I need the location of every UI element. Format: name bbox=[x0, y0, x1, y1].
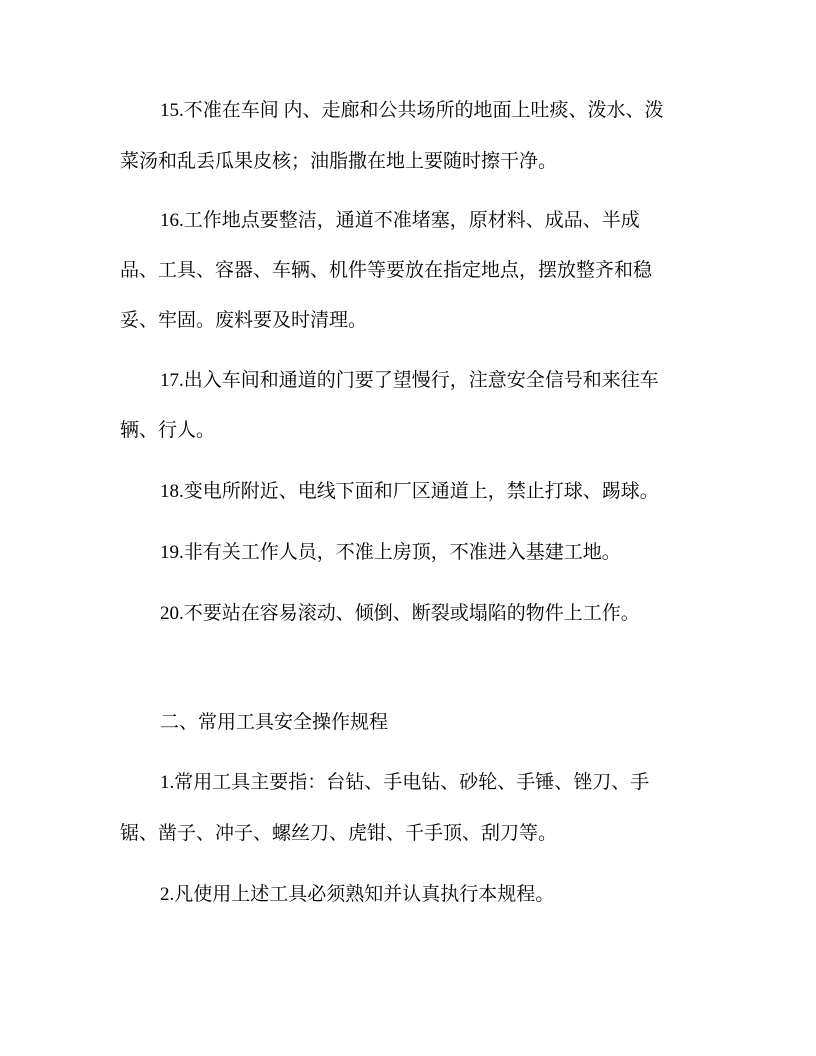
heading-text: 二、常用工具安全操作规程 bbox=[160, 712, 389, 733]
text-line: 2.凡使用上述工具必须熟知并认真执行本规程。 bbox=[160, 884, 555, 905]
text-line: 18.变电所附近、电线下面和厂区通道上，禁止打球、踢球。 bbox=[160, 481, 659, 502]
text-line: 辆、行人。 bbox=[120, 420, 216, 441]
text-line: 16.工作地点要整洁，通道不准堵塞，原材料、成品、半成 bbox=[160, 210, 640, 231]
text-line: 品、工具、容器、车辆、机件等要放在指定地点，摆放整齐和稳 bbox=[120, 260, 653, 281]
text-line: 20.不要站在容易滚动、倾倒、断裂或塌陷的物件上工作。 bbox=[160, 603, 640, 624]
text-line: 妥、牢固。废料要及时清理。 bbox=[120, 310, 368, 331]
text-line: 锯、凿子、冲子、螺丝刀、虎钳、千手顶、刮刀等。 bbox=[120, 823, 558, 844]
text-line: 15.不准在车间 内、走廊和公共场所的地面上吐痰、泼水、泼 bbox=[160, 100, 664, 121]
text-line: 17.出入车间和通道的门要了望慢行，注意安全信号和来往车 bbox=[160, 370, 659, 391]
text-line: 1.常用工具主要指：台钻、手电钻、砂轮、手锤、锉刀、手 bbox=[160, 772, 650, 793]
text-line: 19.非有关工作人员，不准上房顶，不准进入基建工地。 bbox=[160, 542, 621, 563]
text-line: 菜汤和乱丢瓜果皮核；油脂撒在地上要随时擦干净。 bbox=[120, 151, 558, 172]
